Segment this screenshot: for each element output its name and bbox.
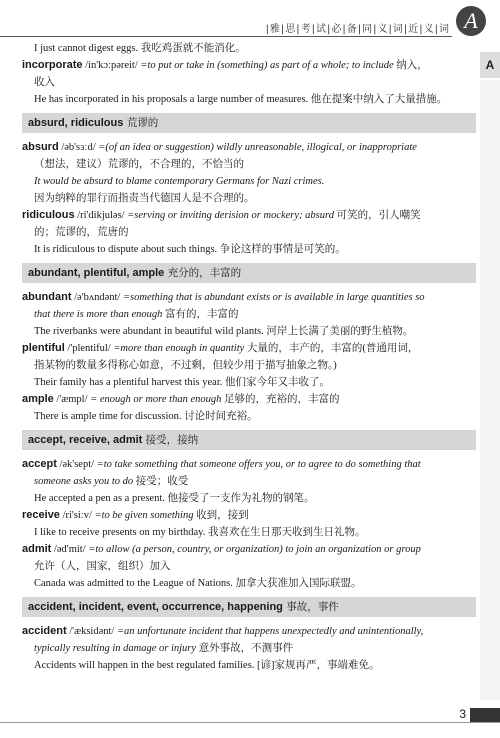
definition: =more than enough in quantity	[113, 343, 245, 354]
definition: =(of an idea or suggestion) wildly unreasonable, illogical, or inappropriate	[98, 142, 417, 153]
definition: =an unfortunate incident that happens unexpectedly and unintentionally,	[116, 626, 424, 637]
chinese-gloss: （想法，建议）荒谬的，不合理的，不恰当的	[34, 159, 244, 170]
example-sentence: It is ridiculous to dispute about such things. 争论这样的事情是可笑的。	[34, 244, 346, 255]
page-header	[0, 0, 500, 40]
phonetic: /'æmpl/	[53, 394, 91, 405]
example-sentence: He has incorporated in his proposals a large number of measures. 他在提案中纳入了大量措施。	[34, 94, 448, 105]
example-sentence: I like to receive presents on my birthday. 我喜欢在生日那天收到生日礼物。	[34, 527, 366, 538]
definition: someone asks you to do	[34, 476, 134, 487]
phonetic: /əd'mit/	[51, 544, 89, 555]
definition: =to take something that someone offers you, or to agree to do something that	[96, 459, 421, 470]
section-cn: 荒谬的	[123, 117, 159, 129]
phonetic: /in'kɔːpəreit/	[82, 60, 141, 71]
definition: that there is more than enough	[34, 309, 163, 320]
example-sentence: The riverbanks were abundant in beautiful wild plants. 河岸上长满了美丽的野生植物。	[34, 326, 414, 337]
header-rule	[0, 36, 452, 37]
phonetic: /ə'bʌndənt/	[71, 292, 123, 303]
entry-admit	[22, 541, 476, 558]
headword: receive	[22, 509, 60, 521]
example-translation: 因为纳粹的罪行而指责当代德国人是不合理的。	[34, 193, 255, 204]
section-cn: 充分的，丰富的	[164, 267, 242, 279]
chinese-gloss: 意外事故，不测事件	[196, 643, 294, 654]
headword: abundant	[22, 291, 72, 303]
headword: absurd	[22, 141, 59, 153]
section-cn: 接受，接纳	[142, 434, 199, 446]
chinese-gloss: 允许（人，国家，组织）加入	[34, 561, 171, 572]
entry-incorporate	[22, 57, 476, 74]
section-en: accept, receive, admit	[28, 434, 143, 446]
phonetic: /'plentiful/	[64, 343, 114, 354]
definition: =to be given something	[94, 510, 194, 521]
definition: =to put or take in (something) as part of a whole; to include	[140, 60, 394, 71]
chinese-gloss-cont: 的；荒谬的，荒唐的	[34, 227, 129, 238]
example-sentence: Their family has a plentiful harvest this year. 他们家今年又丰收了。	[34, 377, 330, 388]
chinese-gloss: 可笑的，引人嘲笑	[333, 210, 421, 221]
definition-cont	[22, 640, 476, 657]
example-sentence: It would be absurd to blame contemporary Germans for Nazi crimes.	[34, 176, 325, 187]
phonetic: /ri'siːv/	[59, 510, 95, 521]
headword: plentiful	[22, 342, 65, 354]
section-en: accident, incident, event, occurrence, happening	[28, 601, 283, 613]
definition: =serving or inviting derision or mockery; absurd	[127, 210, 334, 221]
chinese-gloss-cont: 收入	[34, 77, 55, 88]
footer-rule	[0, 722, 500, 723]
section-heading	[22, 430, 476, 450]
phonetic: /ri'dikjuləs/	[74, 210, 128, 221]
definition-cont	[22, 473, 476, 490]
definition: = enough or more than enough	[90, 394, 222, 405]
phonetic: /'æksidənt/	[66, 626, 117, 637]
example-sentence: He accepted a pen as a present. 他接受了一支作为礼物的钢笔。	[34, 493, 315, 504]
example-sentence: I just cannot digest eggs. 我吃鸡蛋就不能消化。	[34, 43, 246, 54]
chinese-gloss: 富有的，丰富的	[162, 309, 239, 320]
chinese-gloss-cont: 指某物的数量多得称心如意，不过剩，但较少用于描写抽象之物。)	[34, 360, 337, 371]
phonetic: /ək'sept/	[56, 459, 97, 470]
example-sentence: There is ample time for discussion. 讨论时间充裕。	[34, 411, 258, 422]
entry-ample	[22, 391, 476, 408]
chinese-gloss: 接受；收受	[133, 476, 189, 487]
page-number: 3	[459, 707, 466, 721]
headword: accept	[22, 458, 57, 470]
phonetic: /əb'sɜːd/	[58, 142, 99, 153]
footer-bar	[470, 708, 500, 722]
definition: =something that is abundant exists or is available in large quantities so	[122, 292, 425, 303]
section-heading	[22, 263, 476, 283]
definition: typically resulting in damage or injury	[34, 643, 197, 654]
section-en: abundant, plentiful, ample	[28, 267, 165, 279]
chinese-gloss: 足够的，充裕的，丰富的	[221, 394, 340, 405]
entry-ridiculous	[22, 207, 476, 224]
chinese-gloss: 大量的，丰产的，丰富的(普通用词，	[244, 343, 419, 354]
page-content	[22, 40, 476, 674]
section-cn: 事故，事件	[282, 601, 339, 613]
section-heading	[22, 597, 476, 617]
entry-abundant	[22, 289, 476, 306]
entry-accept	[22, 456, 476, 473]
definition-cont	[22, 306, 476, 323]
entry-receive	[22, 507, 476, 524]
entry-plentiful	[22, 340, 476, 357]
entry-accident	[22, 623, 476, 640]
section-en: absurd, ridiculous	[28, 117, 124, 129]
example-sentence: Canada was admitted to the League of Nations. 加拿大获准加入国际联盟。	[34, 578, 362, 589]
headword: incorporate	[22, 59, 83, 71]
letter-tab: A	[480, 52, 500, 78]
headword: ridiculous	[22, 209, 75, 221]
headword: accident	[22, 625, 67, 637]
book-title: |雅|思|考|试|必|备|同|义|词|近|义|词	[265, 24, 450, 35]
chinese-gloss: 收到，接到	[193, 510, 249, 521]
side-strip	[480, 80, 500, 700]
book-logo: A	[456, 6, 486, 36]
headword: admit	[22, 543, 52, 555]
headword: ample	[22, 393, 54, 405]
chinese-gloss: 纳入，	[393, 60, 428, 71]
entry-absurd	[22, 139, 476, 156]
example-sentence: Accidents will happen in the best regulated families. [谚]家规再严，事端难免。	[34, 660, 380, 671]
section-heading	[22, 113, 476, 133]
definition: =to allow (a person, country, or organization) to join an organization or group	[88, 544, 421, 555]
